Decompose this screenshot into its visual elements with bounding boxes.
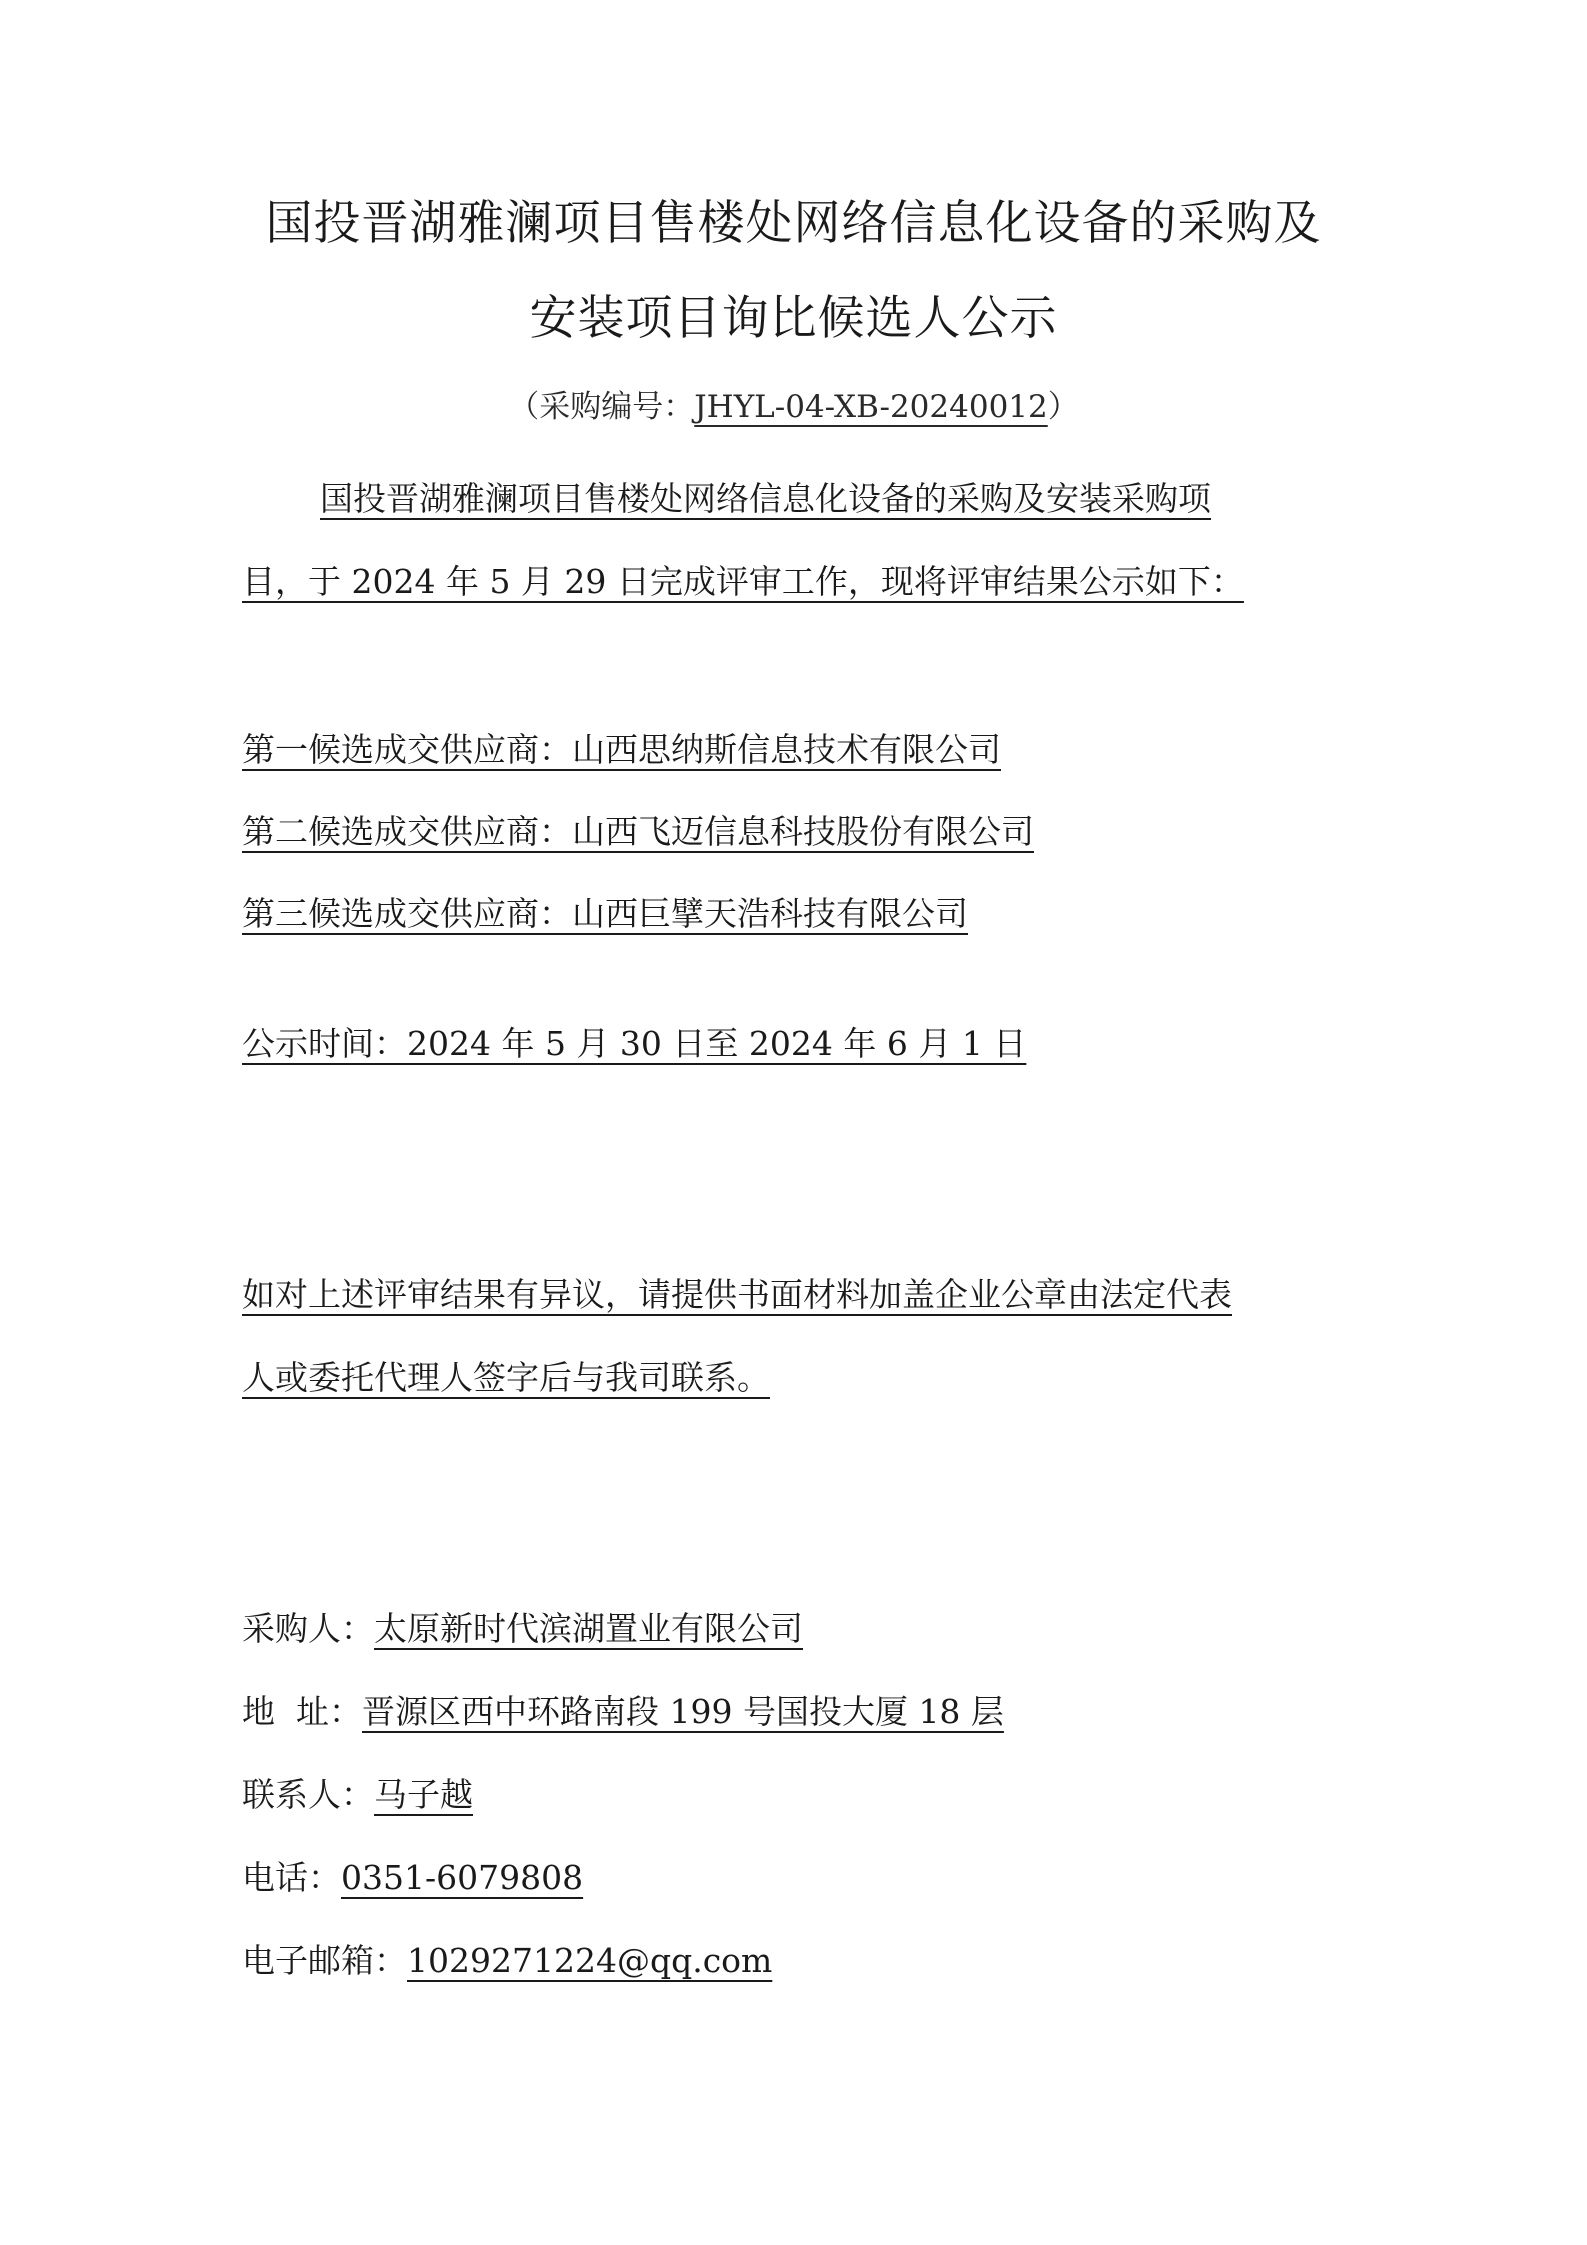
address-row: [242, 1692, 1004, 1731]
intro-line-1: 国投晋湖雅澜项目售楼处网络信息化设备的采购及安装采购项: [320, 479, 1211, 518]
procurement-number-value: JHYL-04-XB-20240012: [694, 389, 1048, 425]
procurement-number: [0, 389, 1587, 425]
intro-line-2: 目，于 2024 年 5 月 29 日完成评审工作，现将评审结果公示如下：: [242, 562, 1244, 601]
procurement-number-close: ）: [1047, 389, 1079, 425]
address-label: 地 址：: [242, 1692, 362, 1731]
objection-line-2: 人或委托代理人签字后与我司联系。: [242, 1358, 770, 1397]
contact-person-row: [242, 1775, 473, 1814]
candidate-first: 第一候选成交供应商：山西思纳斯信息技术有限公司: [242, 730, 1001, 769]
contact-person-label: 联系人：: [242, 1775, 374, 1814]
email-row: [242, 1941, 773, 1980]
candidate-second: 第二候选成交供应商：山西飞迈信息科技股份有限公司: [242, 812, 1034, 851]
phone-value: 0351-6079808: [341, 1858, 584, 1897]
email-value: 1029271224@qq.com: [407, 1941, 773, 1980]
procurement-number-open: （采购编号：: [508, 389, 695, 425]
candidate-third: 第三候选成交供应商：山西巨擘天浩科技有限公司: [242, 894, 968, 933]
address-value: 晋源区西中环路南段 199 号国投大厦 18 层: [361, 1692, 1004, 1731]
phone-row: [242, 1858, 584, 1897]
purchaser-row: [242, 1609, 803, 1648]
phone-label: 电话：: [242, 1858, 341, 1897]
publicity-period: 公示时间：2024 年 5 月 30 日至 2024 年 6 月 1 日: [242, 1024, 1027, 1063]
email-label: 电子邮箱：: [242, 1941, 407, 1980]
notice-title-line-2: 安装项目询比候选人公示: [529, 291, 1058, 346]
purchaser-value: 太原新时代滨湖置业有限公司: [374, 1609, 803, 1648]
contact-person-value: 马子越: [374, 1775, 473, 1814]
notice-title-line-1: 国投晋湖雅澜项目售楼处网络信息化设备的采购及: [265, 196, 1322, 251]
purchaser-label: 采购人：: [242, 1609, 374, 1648]
objection-line-1: 如对上述评审结果有异议，请提供书面材料加盖企业公章由法定代表: [242, 1275, 1232, 1314]
